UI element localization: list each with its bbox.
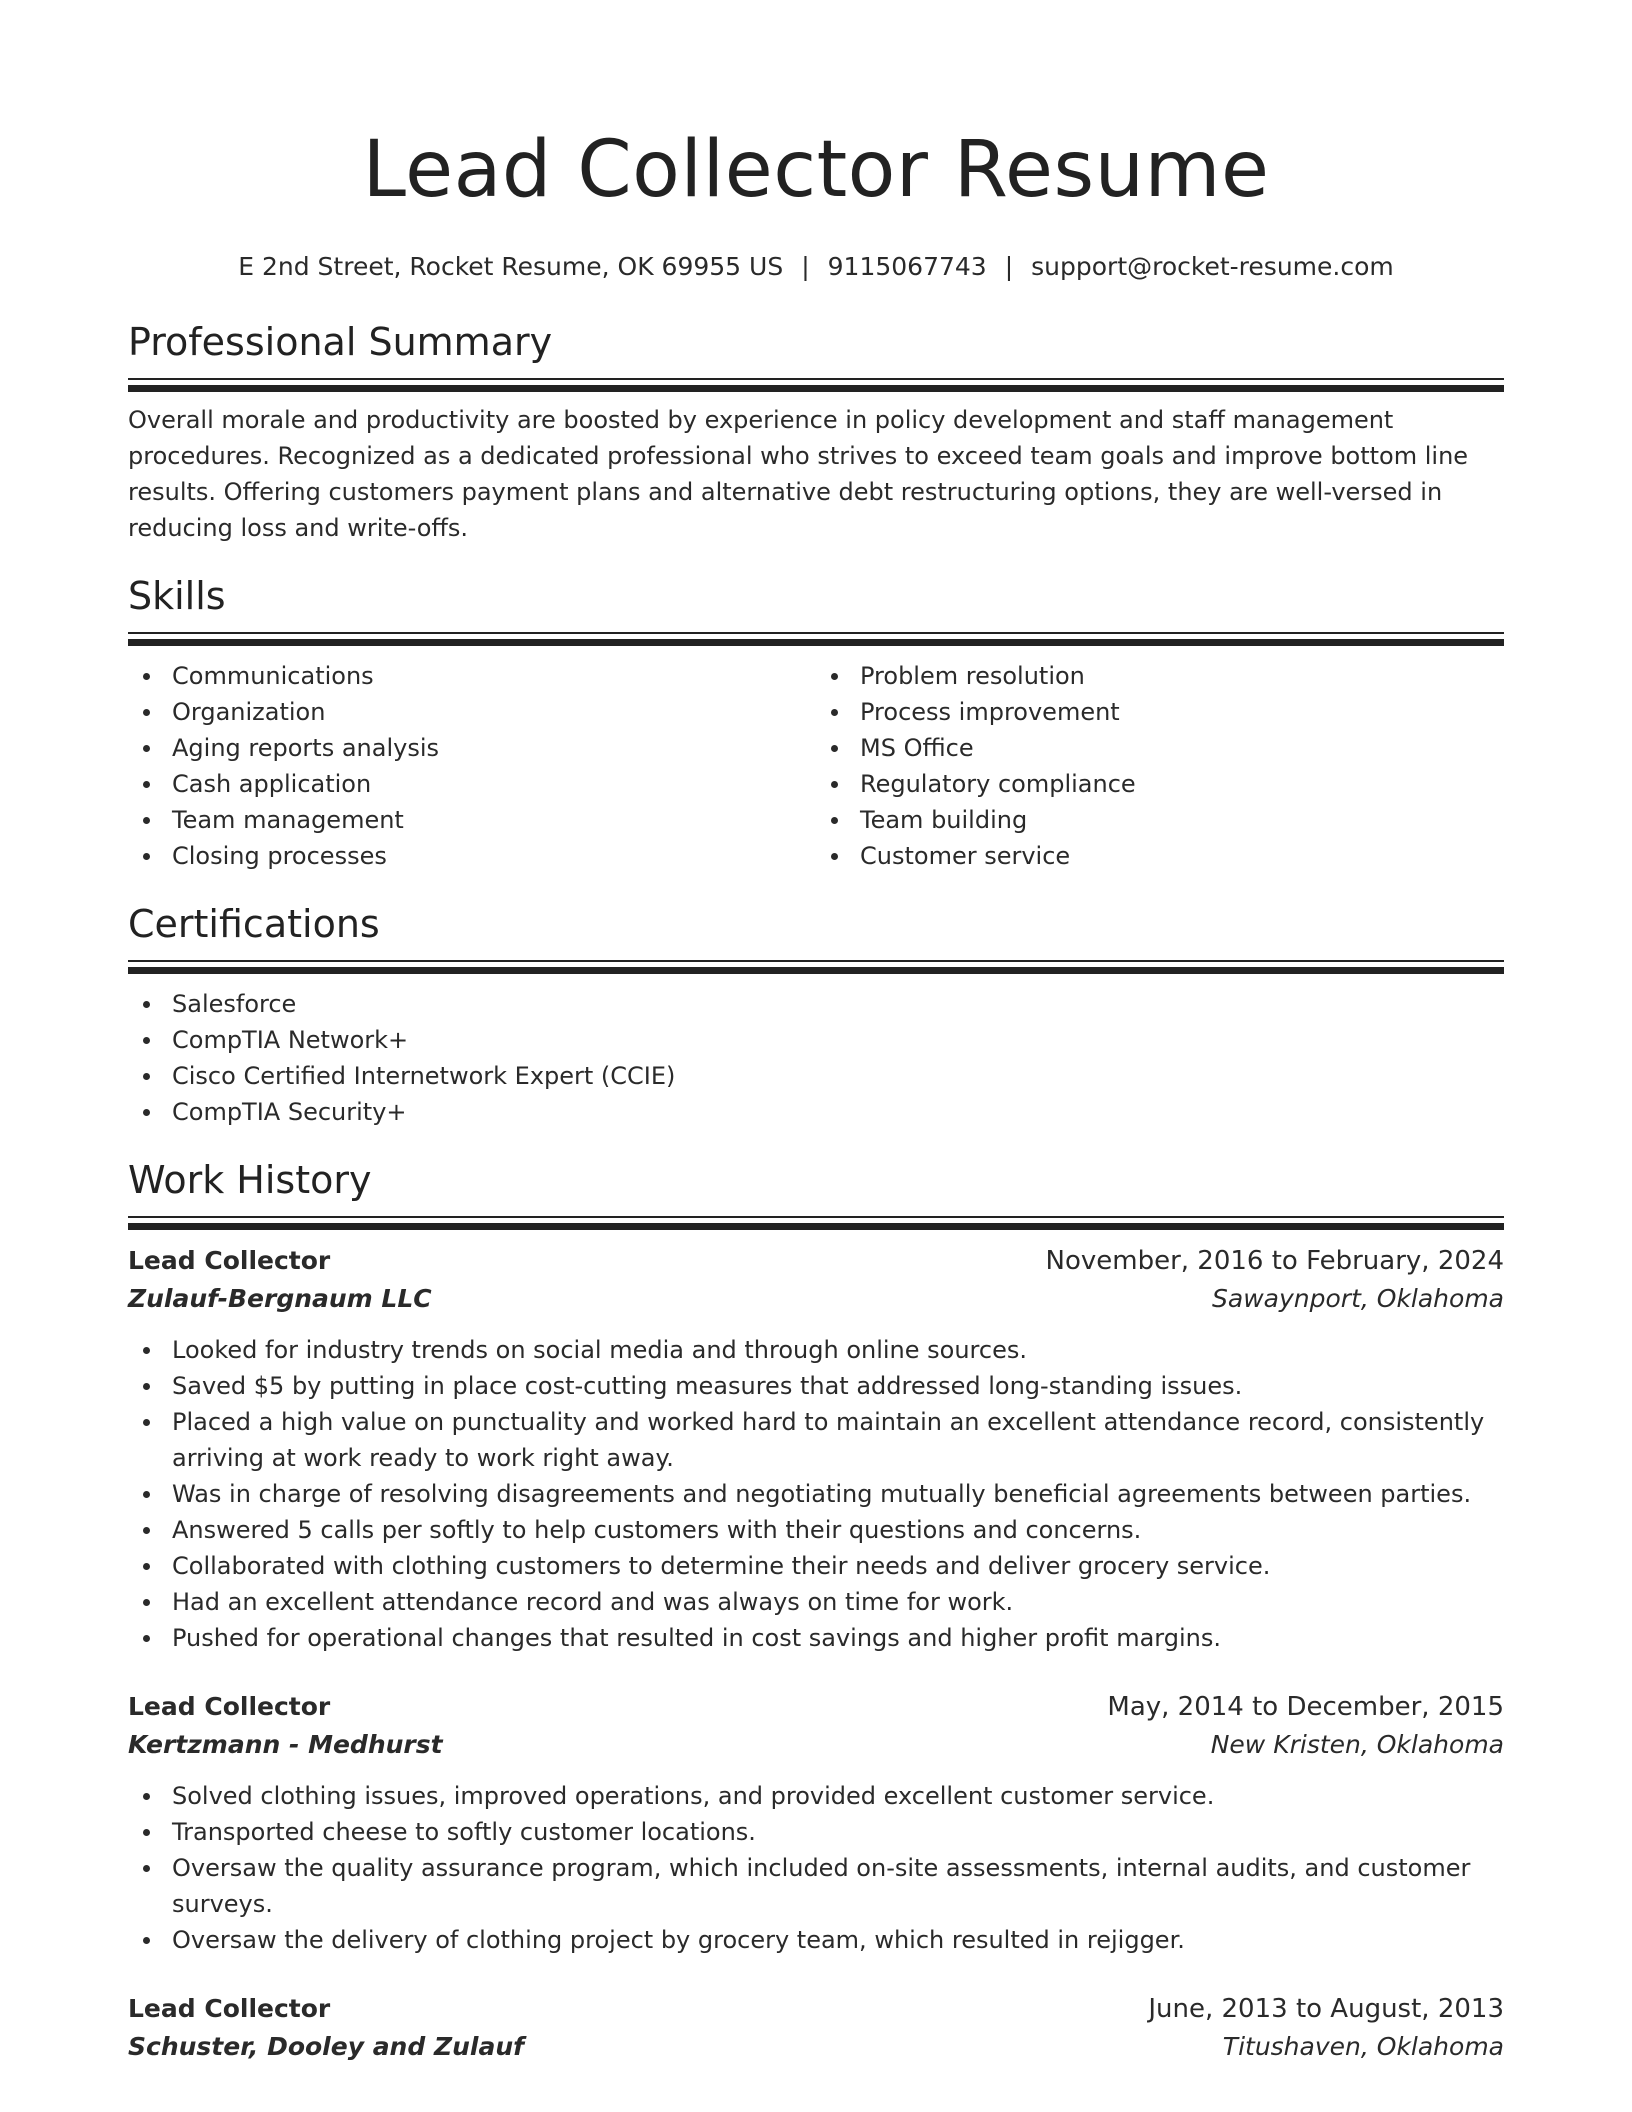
list-item: Communications	[172, 658, 816, 694]
list-item: Cash application	[172, 766, 816, 802]
list-item: Was in charge of resolving disagreements and negotiating mutually beneficial agreements between parties.	[172, 1476, 1504, 1512]
job-company: Schuster, Dooley and Zulauf	[128, 2032, 524, 2061]
list-item: CompTIA Security+	[172, 1094, 1504, 1130]
job-header-row	[128, 1242, 1504, 1280]
contact-separator: |	[1004, 252, 1014, 281]
section-divider	[128, 960, 1504, 974]
list-item: Salesforce	[172, 986, 1504, 1022]
section-heading-skills: Skills	[128, 574, 226, 618]
list-item: Solved clothing issues, improved operations, and provided excellent customer service.	[172, 1778, 1504, 1814]
list-item: Team building	[860, 802, 1504, 838]
contact-address: E 2nd Street, Rocket Resume, OK 69955 US	[238, 252, 784, 281]
list-item: Answered 5 calls per softly to help customers with their questions and concerns.	[172, 1512, 1504, 1548]
job-bullets	[128, 1778, 1504, 1958]
job-bullets	[128, 1332, 1504, 1656]
section-heading-certifications: Certifications	[128, 902, 380, 946]
section-divider	[128, 632, 1504, 646]
job-title: Lead Collector	[128, 1994, 331, 2023]
job-company-row	[128, 2028, 1504, 2066]
list-item: Placed a high value on punctuality and worked hard to maintain an excellent attendance record, consistently arriving at work ready to work right away.	[172, 1404, 1504, 1476]
contact-phone: 9115067743	[827, 252, 987, 281]
work-history-section	[128, 1154, 1504, 2066]
list-item: Had an excellent attendance record and was always on time for work.	[172, 1584, 1504, 1620]
section-heading-summary: Professional Summary	[128, 320, 553, 364]
list-item: CompTIA Network+	[172, 1022, 1504, 1058]
list-item: MS Office	[860, 730, 1504, 766]
job-location: New Kristen, Oklahoma	[1210, 1730, 1504, 1759]
resume-title: Lead Collector Resume	[362, 125, 1270, 215]
job-dates: June, 2013 to August, 2013	[1148, 1994, 1504, 2024]
skills-section	[128, 570, 1504, 874]
list-item: Closing processes	[172, 838, 816, 874]
list-item: Collaborated with clothing customers to determine their needs and deliver grocery service.	[172, 1548, 1504, 1584]
list-item: Cisco Certified Internetwork Expert (CCIE)	[172, 1058, 1504, 1094]
list-item: Problem resolution	[860, 658, 1504, 694]
skills-list-left	[128, 658, 816, 874]
contact-line	[128, 250, 1504, 284]
job-company-row	[128, 1726, 1504, 1764]
list-item: Looked for industry trends on social media and through online sources.	[172, 1332, 1504, 1368]
job-dates: May, 2014 to December, 2015	[1107, 1692, 1504, 1722]
list-item: Transported cheese to softly customer locations.	[172, 1814, 1504, 1850]
certifications-list	[128, 986, 1504, 1130]
list-item: Organization	[172, 694, 816, 730]
skills-column-left	[128, 658, 816, 874]
list-item: Team management	[172, 802, 816, 838]
list-item: Pushed for operational changes that resulted in cost savings and higher profit margins.	[172, 1620, 1504, 1656]
section-heading-work-history: Work History	[128, 1158, 372, 1202]
contact-separator: |	[801, 252, 810, 281]
job-entry	[128, 1990, 1504, 2066]
list-item: Oversaw the quality assurance program, which included on-site assessments, internal audits, and customer surveys.	[172, 1850, 1504, 1922]
list-item: Customer service	[860, 838, 1504, 874]
job-company: Kertzmann - Medhurst	[128, 1730, 443, 1759]
job-title: Lead Collector	[128, 1246, 331, 1275]
skills-list-right	[816, 658, 1504, 874]
list-item: Aging reports analysis	[172, 730, 816, 766]
list-item: Regulatory compliance	[860, 766, 1504, 802]
contact-email: support@rocket-resume.com	[1031, 252, 1394, 281]
summary-text: Overall morale and productivity are boosted by experience in policy development and staff management procedures. Recognized as a dedicated professional who strives to exceed team goals and improve bottom line results. Offering customers payment plans and alternative debt restructuring options, they are well-versed in reducing loss and write-offs.	[128, 406, 1469, 542]
section-divider	[128, 378, 1504, 392]
job-company-row	[128, 1280, 1504, 1318]
skills-grid	[128, 658, 1504, 874]
summary-section	[128, 316, 1504, 546]
job-location: Sawaynport, Oklahoma	[1212, 1284, 1504, 1313]
list-item: Process improvement	[860, 694, 1504, 730]
certifications-section	[128, 898, 1504, 1130]
list-item: Saved $5 by putting in place cost-cutting measures that addressed long-standing issues.	[172, 1368, 1504, 1404]
list-item: Oversaw the delivery of clothing project by grocery team, which resulted in rejigger.	[172, 1922, 1504, 1958]
job-dates: November, 2016 to February, 2024	[1045, 1246, 1504, 1276]
job-company: Zulauf-Bergnaum LLC	[128, 1284, 432, 1313]
section-divider	[128, 1216, 1504, 1230]
job-entry	[128, 1688, 1504, 1958]
job-header-row	[128, 1990, 1504, 2028]
job-title: Lead Collector	[128, 1692, 331, 1721]
job-location: Titushaven, Oklahoma	[1222, 2032, 1504, 2061]
job-entry	[128, 1242, 1504, 1656]
skills-column-right	[816, 658, 1504, 874]
job-header-row	[128, 1688, 1504, 1726]
